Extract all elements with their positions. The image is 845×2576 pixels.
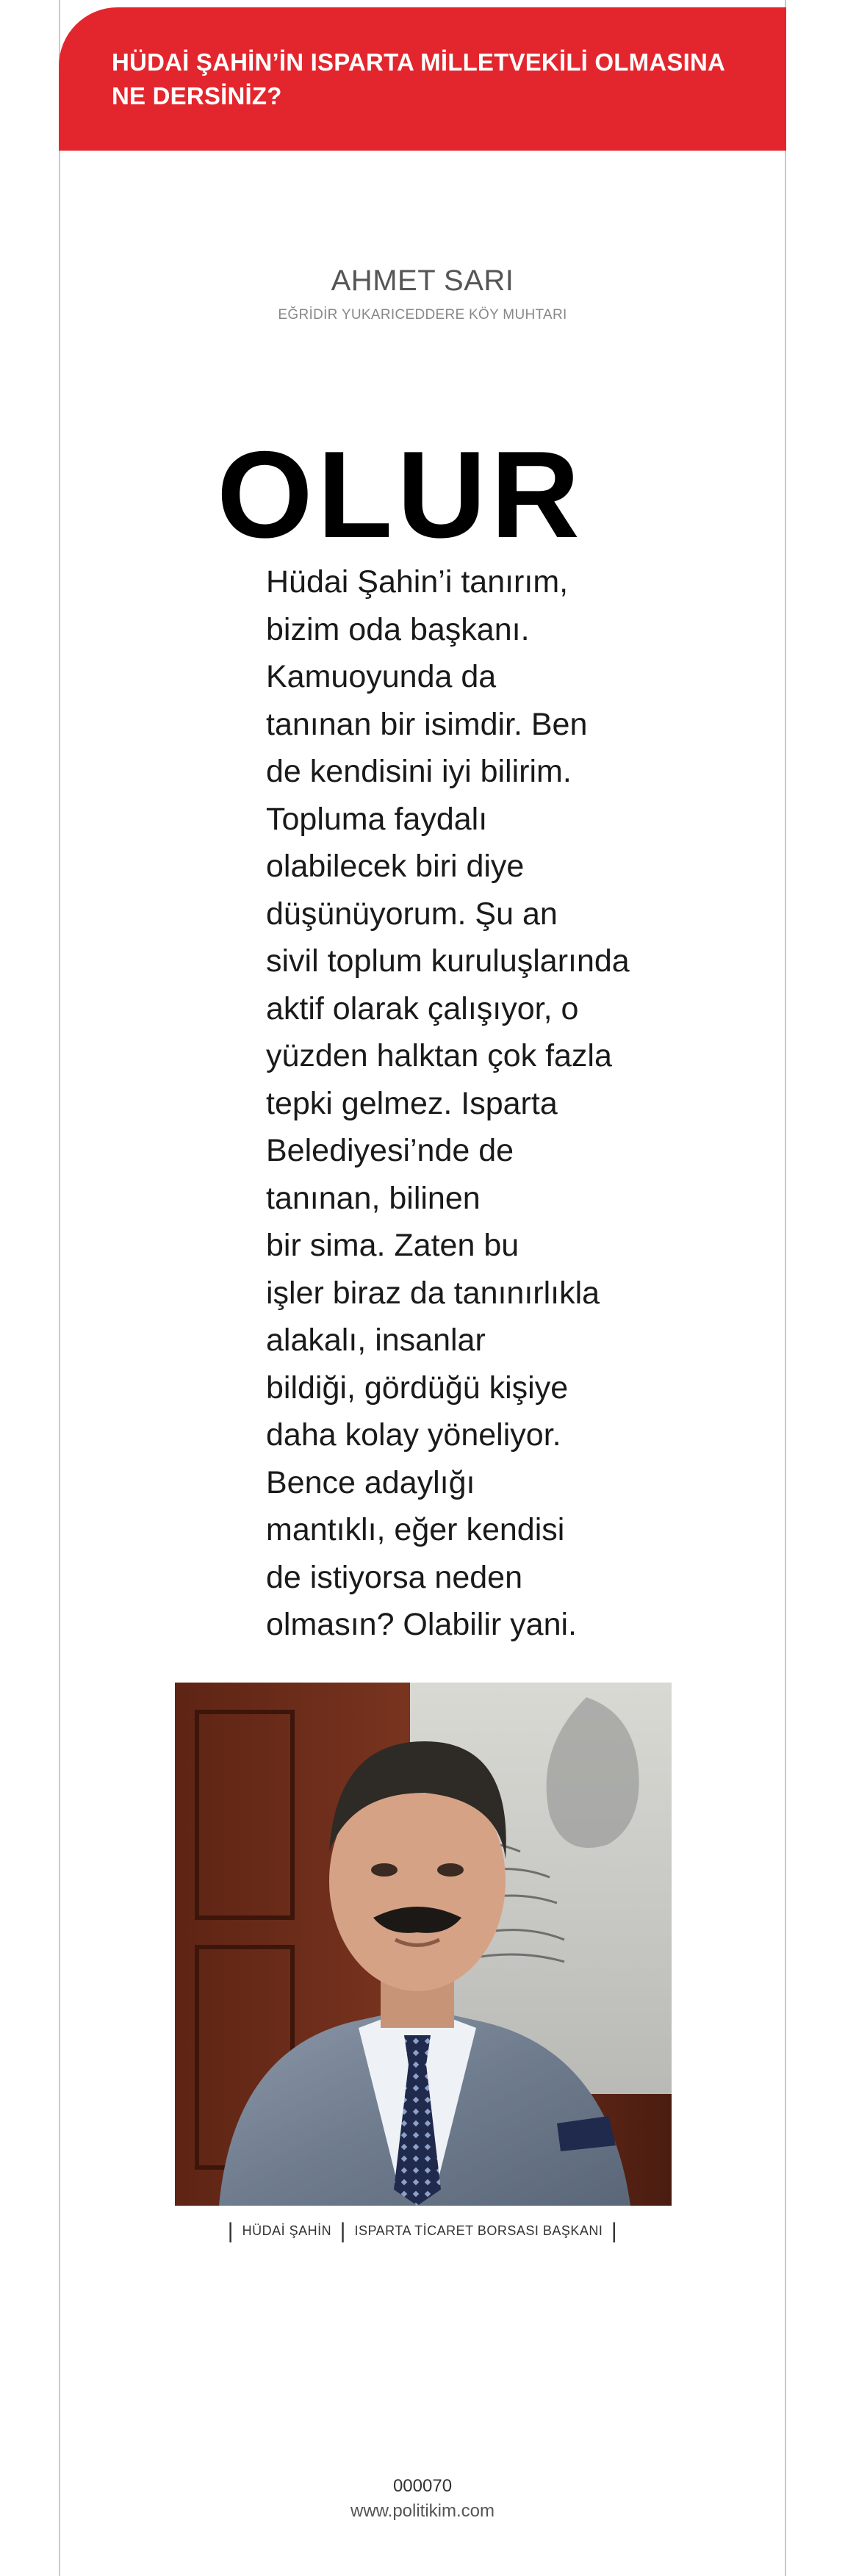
answer-body-line: Bence adaylığı: [266, 1464, 475, 1500]
answer-body-line: daha kolay yöneliyor.: [266, 1417, 561, 1453]
banner-title: [112, 46, 757, 113]
answer-body-line: bildiği, gördüğü kişiye: [266, 1370, 569, 1406]
answer-body-line: bizim oda başkanı.: [266, 611, 530, 647]
page-code: 000070: [392, 2476, 453, 2496]
answer-body: [266, 558, 648, 1649]
answer-body-line: de istiyorsa neden: [266, 1559, 522, 1595]
question-banner: [59, 7, 786, 151]
caption-title: ISPARTA TİCARET BORSASI BAŞKANI: [354, 2223, 603, 2238]
portrait-photo: [175, 1683, 672, 2206]
answer-body-line: tanınan bir isimdir. Ben: [266, 706, 588, 742]
answer-body-line: olabilecek biri diye: [266, 849, 525, 884]
answer-body-line: Belediyesi’nde de: [266, 1133, 514, 1168]
photo-caption: [0, 2219, 845, 2244]
answer-body-line: mantıklı, eğer kendisi: [266, 1512, 565, 1547]
answer-body-line: alakalı, insanlar: [266, 1323, 486, 1358]
answer-body-line: Hüdai Şahin’i tanırım,: [266, 564, 569, 600]
answer-body-line: bir sima. Zaten bu: [266, 1228, 519, 1263]
answer-body-line: düşünüyorum. Şu an: [266, 896, 558, 932]
answer-headline: OLUR: [217, 425, 584, 564]
answer-body-line: olmasın? Olabilir yani.: [266, 1607, 578, 1642]
answer-body-line: aktif olarak çalışıyor, o: [266, 990, 579, 1026]
answer-body-line: Topluma faydalı: [266, 801, 488, 837]
answer-body-line: de kendisini iyi bilirim.: [266, 754, 572, 789]
caption-separator: |: [227, 2219, 234, 2243]
author-role: EĞRİDİR YUKARICEDDERE KÖY MUHTARI: [278, 307, 567, 323]
caption-name: HÜDAİ ŞAHİN: [242, 2223, 332, 2238]
author-name: AHMET SARI: [331, 265, 514, 297]
answer-body-line: tanınan, bilinen: [266, 1180, 481, 1216]
answer-body-line: sivil toplum kuruluşlarında: [266, 943, 630, 979]
answer-body-line: tepki gelmez. Isparta: [266, 1085, 558, 1121]
website-link[interactable]: www.politikim.com: [350, 2501, 495, 2521]
caption-separator: |: [339, 2219, 346, 2243]
banner-title-line-1: HÜDAİ ŞAHİN’İN ISPARTA MİLLETVEKİLİ OLMASINA: [112, 48, 726, 76]
answer-body-line: yüzden halktan çok fazla: [266, 1038, 612, 1073]
answer-body-line: Kamuoyunda da: [266, 659, 497, 694]
banner-title-line-2: NE DERSİNİZ?: [112, 82, 282, 109]
caption-separator: |: [611, 2219, 618, 2243]
answer-body-line: işler biraz da tanınırlıkla: [266, 1275, 600, 1311]
